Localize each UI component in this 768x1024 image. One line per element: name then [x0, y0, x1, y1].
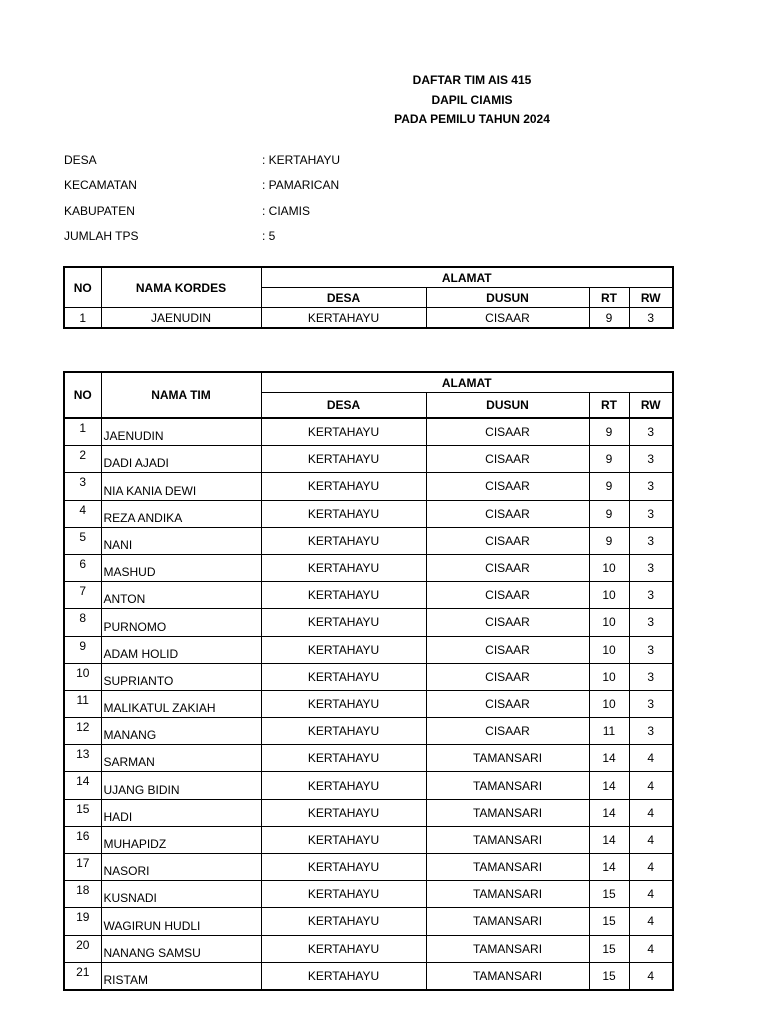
- cell-dusun: CISAAR: [426, 308, 589, 329]
- cell-nama: UJANG BIDIN: [101, 772, 261, 799]
- cell-rt: 9: [589, 446, 629, 473]
- cell-rt: 9: [589, 473, 629, 500]
- cell-desa: KERTAHAYU: [261, 500, 426, 527]
- cell-no: 18: [64, 881, 101, 908]
- cell-nama: NANI: [101, 527, 261, 554]
- table-row: [64, 772, 673, 799]
- cell-no: 21: [64, 962, 101, 990]
- info-label: JUMLAH TPS: [64, 229, 139, 244]
- cell-dusun: TAMANSARI: [426, 745, 589, 772]
- cell-nama: NASORI: [101, 854, 261, 881]
- cell-no: 20: [64, 935, 101, 962]
- cell-no: 17: [64, 854, 101, 881]
- table-row: [64, 663, 673, 690]
- cell-no: 11: [64, 690, 101, 717]
- cell-nama: PURNOMO: [101, 609, 261, 636]
- cell-rt: 11: [589, 718, 629, 745]
- cell-rw: 3: [629, 690, 673, 717]
- table-row: [64, 826, 673, 853]
- header-dusun: DUSUN: [426, 288, 589, 308]
- cell-desa: KERTAHAYU: [261, 962, 426, 990]
- cell-nama: NANANG SAMSU: [101, 935, 261, 962]
- info-row-jumlah-tps: [64, 224, 340, 250]
- cell-desa: KERTAHAYU: [261, 446, 426, 473]
- cell-desa: KERTAHAYU: [261, 690, 426, 717]
- table-row: [64, 745, 673, 772]
- cell-rw: 3: [629, 500, 673, 527]
- header-rt: RT: [589, 288, 629, 308]
- cell-desa: KERTAHAYU: [261, 554, 426, 581]
- cell-dusun: CISAAR: [426, 418, 589, 446]
- cell-nama: RISTAM: [101, 962, 261, 990]
- cell-desa: KERTAHAYU: [261, 473, 426, 500]
- table-row: [64, 418, 673, 446]
- cell-dusun: TAMANSARI: [426, 772, 589, 799]
- cell-nama: JAENUDIN: [101, 308, 261, 329]
- cell-nama: HADI: [101, 799, 261, 826]
- cell-desa: KERTAHAYU: [261, 609, 426, 636]
- cell-rt: 9: [589, 500, 629, 527]
- cell-rt: 15: [589, 962, 629, 990]
- cell-dusun: CISAAR: [426, 446, 589, 473]
- cell-rw: 3: [629, 418, 673, 446]
- cell-dusun: CISAAR: [426, 582, 589, 609]
- cell-desa: KERTAHAYU: [261, 854, 426, 881]
- cell-nama: MALIKATUL ZAKIAH: [101, 690, 261, 717]
- cell-rw: 4: [629, 745, 673, 772]
- info-row-desa: [64, 147, 340, 173]
- cell-desa: KERTAHAYU: [261, 418, 426, 446]
- table-row: [64, 554, 673, 581]
- cell-dusun: CISAAR: [426, 527, 589, 554]
- cell-desa: KERTAHAYU: [261, 663, 426, 690]
- cell-nama: MANANG: [101, 718, 261, 745]
- cell-desa: KERTAHAYU: [261, 881, 426, 908]
- cell-rw: 3: [629, 473, 673, 500]
- info-label: KABUPATEN: [64, 203, 135, 218]
- cell-rt: 14: [589, 854, 629, 881]
- cell-rt: 15: [589, 908, 629, 935]
- cell-nama: WAGIRUN HUDLI: [101, 908, 261, 935]
- header-rt: RT: [589, 393, 629, 419]
- cell-nama: SUPRIANTO: [101, 663, 261, 690]
- cell-no: 2: [64, 446, 101, 473]
- cell-rt: 10: [589, 663, 629, 690]
- cell-desa: KERTAHAYU: [261, 772, 426, 799]
- cell-rt: 10: [589, 636, 629, 663]
- cell-dusun: CISAAR: [426, 500, 589, 527]
- cell-rt: 14: [589, 745, 629, 772]
- cell-desa: KERTAHAYU: [261, 799, 426, 826]
- title-line-1: DAFTAR TIM AIS 415: [412, 73, 532, 87]
- cell-dusun: CISAAR: [426, 718, 589, 745]
- header-rw: RW: [629, 393, 673, 419]
- cell-desa: KERTAHAYU: [261, 527, 426, 554]
- title-line-2: DAPIL CIAMIS: [431, 92, 513, 107]
- cell-dusun: CISAAR: [426, 690, 589, 717]
- cell-dusun: TAMANSARI: [426, 908, 589, 935]
- info-block: [64, 147, 340, 249]
- cell-rw: 4: [629, 962, 673, 990]
- cell-nama: REZA ANDIKA: [101, 500, 261, 527]
- header-no: NO: [64, 372, 101, 418]
- table-row: [64, 500, 673, 527]
- cell-desa: KERTAHAYU: [261, 745, 426, 772]
- cell-rw: 4: [629, 881, 673, 908]
- cell-rw: 4: [629, 908, 673, 935]
- cell-dusun: TAMANSARI: [426, 826, 589, 853]
- cell-rt: 9: [589, 418, 629, 446]
- cell-rw: 4: [629, 826, 673, 853]
- cell-dusun: TAMANSARI: [426, 854, 589, 881]
- cell-rw: 4: [629, 772, 673, 799]
- table-row: [64, 636, 673, 663]
- cell-no: 6: [64, 554, 101, 581]
- info-value: : KERTAHAYU: [262, 152, 341, 167]
- cell-no: 5: [64, 527, 101, 554]
- cell-rt: 10: [589, 554, 629, 581]
- cell-desa: KERTAHAYU: [261, 636, 426, 663]
- cell-rt: 14: [589, 772, 629, 799]
- cell-rt: 15: [589, 881, 629, 908]
- info-value: : PAMARICAN: [262, 178, 340, 193]
- cell-nama: ANTON: [101, 582, 261, 609]
- cell-rt: 15: [589, 935, 629, 962]
- cell-rt: 9: [589, 308, 629, 329]
- header-alamat: ALAMAT: [261, 267, 673, 288]
- kordes-table: [63, 266, 674, 329]
- cell-desa: KERTAHAYU: [261, 582, 426, 609]
- cell-nama: MUHAPIDZ: [101, 826, 261, 853]
- table-row: [64, 962, 673, 990]
- cell-no: 13: [64, 745, 101, 772]
- cell-no: 9: [64, 636, 101, 663]
- cell-no: 14: [64, 772, 101, 799]
- cell-rw: 3: [629, 527, 673, 554]
- table-row: [64, 690, 673, 717]
- header-desa: DESA: [261, 393, 426, 419]
- cell-rt: 10: [589, 582, 629, 609]
- header-dusun: DUSUN: [426, 393, 589, 419]
- cell-no: 7: [64, 582, 101, 609]
- table-row: [64, 799, 673, 826]
- cell-nama: DADI AJADI: [101, 446, 261, 473]
- cell-rw: 3: [629, 663, 673, 690]
- cell-rt: 14: [589, 799, 629, 826]
- cell-nama: MASHUD: [101, 554, 261, 581]
- table-row: [64, 908, 673, 935]
- cell-rt: 9: [589, 527, 629, 554]
- header-nama-kordes: NAMA KORDES: [101, 267, 261, 308]
- cell-nama: ADAM HOLID: [101, 636, 261, 663]
- cell-no: 3: [64, 473, 101, 500]
- cell-no: 16: [64, 826, 101, 853]
- table-row: [64, 718, 673, 745]
- table-row: [64, 308, 673, 329]
- cell-dusun: CISAAR: [426, 554, 589, 581]
- cell-no: 1: [64, 418, 101, 446]
- cell-no: 12: [64, 718, 101, 745]
- cell-nama: JAENUDIN: [101, 418, 261, 446]
- cell-dusun: TAMANSARI: [426, 881, 589, 908]
- tim-table: [63, 371, 674, 991]
- cell-rw: 3: [629, 609, 673, 636]
- header-alamat: ALAMAT: [261, 372, 673, 393]
- table-row: [64, 935, 673, 962]
- cell-no: 10: [64, 663, 101, 690]
- cell-rw: 3: [629, 582, 673, 609]
- table-row: [64, 609, 673, 636]
- document-title-block: [0, 71, 768, 130]
- title-line-3: PADA PEMILU TAHUN 2024: [394, 112, 550, 126]
- info-value: : 5: [262, 229, 276, 244]
- cell-rw: 4: [629, 799, 673, 826]
- info-row-kabupaten: [64, 198, 340, 224]
- cell-desa: KERTAHAYU: [261, 908, 426, 935]
- cell-rw: 4: [629, 935, 673, 962]
- cell-dusun: CISAAR: [426, 663, 589, 690]
- header-rw: RW: [629, 288, 673, 308]
- header-desa: DESA: [261, 288, 426, 308]
- table-row: [64, 582, 673, 609]
- table-row: [64, 473, 673, 500]
- cell-dusun: CISAAR: [426, 473, 589, 500]
- table-row: [64, 854, 673, 881]
- cell-nama: NIA KANIA DEWI: [101, 473, 261, 500]
- cell-rw: 3: [629, 446, 673, 473]
- cell-nama: SARMAN: [101, 745, 261, 772]
- header-no: NO: [64, 267, 101, 308]
- cell-rw: 3: [629, 308, 673, 329]
- cell-rw: 3: [629, 636, 673, 663]
- info-row-kecamatan: [64, 173, 340, 199]
- cell-rw: 3: [629, 554, 673, 581]
- info-label: KECAMATAN: [64, 178, 137, 193]
- cell-desa: KERTAHAYU: [261, 826, 426, 853]
- table-row: [64, 527, 673, 554]
- info-value: : CIAMIS: [262, 203, 311, 218]
- cell-desa: KERTAHAYU: [261, 718, 426, 745]
- cell-rw: 3: [629, 718, 673, 745]
- cell-rt: 14: [589, 826, 629, 853]
- cell-rt: 10: [589, 690, 629, 717]
- cell-dusun: TAMANSARI: [426, 799, 589, 826]
- cell-no: 15: [64, 799, 101, 826]
- cell-rt: 10: [589, 609, 629, 636]
- info-label: DESA: [64, 152, 97, 167]
- cell-dusun: TAMANSARI: [426, 935, 589, 962]
- cell-no: 4: [64, 500, 101, 527]
- table-row: [64, 881, 673, 908]
- cell-no: 8: [64, 609, 101, 636]
- cell-no: 1: [64, 308, 101, 329]
- cell-dusun: CISAAR: [426, 636, 589, 663]
- cell-dusun: TAMANSARI: [426, 962, 589, 990]
- cell-desa: KERTAHAYU: [261, 308, 426, 329]
- cell-rw: 4: [629, 854, 673, 881]
- table-row: [64, 446, 673, 473]
- cell-desa: KERTAHAYU: [261, 935, 426, 962]
- cell-dusun: CISAAR: [426, 609, 589, 636]
- cell-nama: KUSNADI: [101, 881, 261, 908]
- header-nama-tim: NAMA TIM: [101, 372, 261, 418]
- cell-no: 19: [64, 908, 101, 935]
